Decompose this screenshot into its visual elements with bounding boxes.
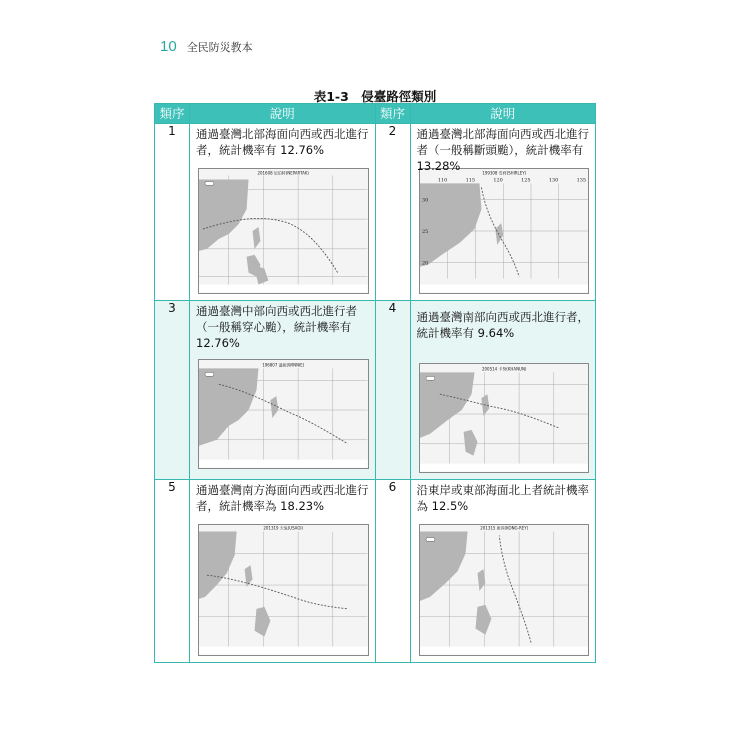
description-cell	[410, 124, 596, 301]
description-cell	[410, 301, 596, 480]
category-number: 3	[155, 301, 190, 480]
table-header-row	[155, 104, 596, 124]
header-category: 類序	[375, 104, 410, 124]
category-number: 2	[375, 124, 410, 301]
track-description: 通過臺灣南方海面向西或西北進行者，統計機率為 18.23%	[196, 483, 369, 513]
header-description: 說明	[410, 104, 596, 124]
track-description: 沿東岸或東部海面北上者統計機率為 12.5%	[416, 483, 589, 513]
lon-label: 125	[520, 177, 531, 184]
category-number: 4	[375, 301, 410, 480]
description-cell	[190, 480, 376, 663]
map-title: 201315 康芮(KONG-REY)	[479, 525, 528, 531]
table-row	[155, 124, 596, 301]
lon-label: 120	[492, 177, 503, 184]
track-description: 通過臺灣北部海面向西或西北進行者（一般稱斷頭颱），統計機率有 13.28%	[416, 127, 589, 173]
header-description: 說明	[190, 104, 376, 124]
typhoon-track-table	[154, 103, 596, 663]
lon-label: 115	[465, 177, 475, 184]
description-cell	[190, 301, 376, 480]
category-number: 1	[155, 124, 190, 301]
table-caption: 表1-3 侵臺路徑類別	[313, 89, 437, 104]
typhoon-track-map	[198, 168, 369, 294]
description-cell	[410, 480, 596, 663]
table-row	[155, 480, 596, 663]
track-description: 通過臺灣中部向西或西北進行者（一般稱穿心颱），統計機率有 12.76%	[196, 304, 357, 350]
typhoon-track-map	[419, 524, 590, 656]
map-title: 196807 溫妮(WINNIE)	[262, 362, 305, 368]
description-cell	[190, 124, 376, 301]
page-number: 10	[160, 38, 177, 55]
typhoon-track-map	[198, 524, 369, 656]
typhoon-track-map	[198, 359, 369, 469]
book-title: 全民防災教本	[186, 41, 253, 54]
lon-label: 135	[576, 177, 586, 184]
map-title: 201608 尼伯特(NEPARTAK)	[257, 170, 309, 176]
table-row	[155, 301, 596, 480]
map-title: 201319 天兔(USAGI)	[263, 525, 304, 531]
track-description: 通過臺灣南部向西或西北進行者，統計機率有 9.64%	[416, 310, 589, 340]
track-description: 通過臺灣北部海面向西或西北進行者，統計機率有 12.76%	[196, 127, 369, 157]
category-number: 6	[375, 480, 410, 663]
typhoon-track-map	[419, 363, 590, 473]
page-header	[160, 38, 253, 55]
lat-label: 30	[421, 197, 428, 204]
map-title: 199308 雪莉(SHIRLEY)	[481, 170, 526, 176]
lon-label: 130	[548, 177, 558, 184]
typhoon-track-map	[419, 168, 590, 294]
header-category: 類序	[155, 104, 190, 124]
lat-label: 25	[421, 228, 428, 235]
category-number: 5	[155, 480, 190, 663]
map-title: 200514 卡努(KHANUN)	[481, 366, 526, 372]
lon-label: 110	[437, 177, 447, 184]
lat-label: 20	[421, 260, 428, 267]
